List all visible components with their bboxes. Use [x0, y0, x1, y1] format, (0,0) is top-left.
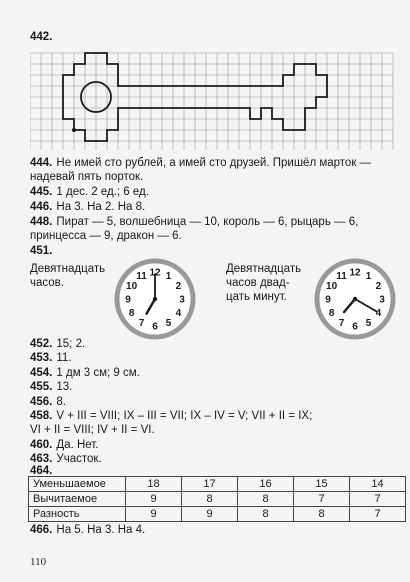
table-cell: 18 [126, 477, 182, 492]
problem-number: 463. [30, 453, 53, 465]
right-clock-caption [226, 262, 301, 304]
problem-number: 456. [30, 396, 53, 408]
table-row [29, 507, 406, 522]
clock-numeral: 8 [128, 308, 135, 319]
problem-number: 452. [30, 338, 53, 350]
table-cell: 8 [294, 507, 350, 522]
row-header: Уменьшаемое [29, 477, 126, 492]
clock-right [314, 258, 396, 340]
problem-text: надевай пять порток. [30, 171, 144, 183]
table-cell: 9 [126, 492, 182, 507]
problem-number: 453. [30, 352, 53, 364]
clock-numeral: 7 [338, 317, 345, 329]
key-drawing-grid [30, 44, 402, 155]
clock-numeral: 9 [325, 294, 331, 306]
table-cell: 15 [294, 477, 350, 492]
problem-number: 451. [30, 245, 53, 257]
clock-left [114, 258, 196, 340]
problem-number: 454. [30, 367, 53, 379]
problem-text: V + III = VIII; IX – III = VII; IX – IV = V; VII + II = IX; [56, 410, 313, 422]
clock-numeral: 8 [328, 308, 335, 319]
problem-text: 13. [56, 381, 73, 393]
table-cell: 9 [126, 507, 182, 522]
table-cell: 9 [182, 507, 238, 522]
clock-numeral: 5 [165, 317, 172, 329]
problem-text: Участок. [56, 453, 102, 465]
caption-line: Девятнадцать [226, 263, 302, 275]
clock-numeral: 1 [165, 271, 172, 283]
table-cell: 14 [350, 477, 406, 492]
problem-text: 11. [56, 352, 72, 364]
problem-number: 464. [30, 465, 53, 477]
problem-number: 446. [30, 201, 53, 213]
table-row [29, 477, 406, 492]
problem-448 [30, 215, 358, 229]
clock-numeral: 10 [126, 281, 138, 292]
problem-text: 15; 2. [56, 338, 86, 350]
problem-number: 458. [30, 410, 53, 422]
page-number: 110 [30, 556, 47, 568]
clock-numeral: 11 [136, 271, 147, 283]
problem-number: 466. [30, 524, 53, 536]
problem-453 [30, 351, 72, 365]
problem-444 [30, 156, 371, 170]
problem-number: 442. [30, 31, 53, 43]
table-cell: 7 [350, 507, 406, 522]
row-header: Вычитаемое [29, 492, 126, 507]
start-dot [72, 128, 76, 132]
table-cell: 7 [350, 492, 406, 507]
key-drawing [30, 44, 402, 150]
clock-numeral: 3 [179, 294, 185, 306]
problem-number: 448. [30, 216, 53, 228]
problem-number: 455. [30, 381, 53, 393]
problem-454 [30, 366, 140, 380]
row-header: Разность [29, 507, 126, 522]
clock-center [353, 297, 357, 301]
subtraction-table [28, 476, 406, 522]
problem-text: Не имей сто рублей, а имей сто друзей. Пришёл марток — [56, 157, 372, 169]
problem-text: VI + II = VIII; IV + II = VI. [30, 424, 155, 436]
problem-451 [30, 244, 56, 258]
problem-text: На 5. На 3. На 4. [56, 524, 146, 536]
problem-text: принцесса — 9, дракон — 6. [30, 230, 182, 242]
left-clock-caption [30, 262, 105, 290]
table-cell: 8 [182, 492, 238, 507]
caption-line: часов. [30, 277, 64, 289]
clock-numeral: 12 [149, 267, 161, 279]
table-row [29, 492, 406, 507]
table-cell: 7 [294, 492, 350, 507]
clock-numeral: 6 [352, 321, 358, 333]
table-cell: 8 [238, 507, 294, 522]
clock-numeral: 2 [375, 281, 382, 292]
clock-numeral: 4 [175, 308, 182, 319]
clock-numeral: 12 [349, 267, 361, 279]
problem-text: 1 дм 3 см; 9 см. [56, 367, 140, 379]
problem-460 [30, 438, 98, 452]
problem-448-line2 [30, 229, 182, 243]
clock-numeral: 5 [365, 317, 372, 329]
clock-numeral: 11 [336, 271, 347, 283]
clock-numeral: 2 [175, 281, 182, 292]
problem-text: 8. [56, 396, 66, 408]
clock-numeral: 10 [326, 281, 338, 292]
problem-number: 460. [30, 439, 53, 451]
clock-numeral: 9 [125, 294, 131, 306]
clock-numeral: 4 [375, 308, 382, 319]
caption-line: цать минут. [226, 291, 287, 303]
problem-455 [30, 380, 72, 394]
clock-numeral: 7 [138, 317, 145, 329]
problem-text: На 3. На 2. На 8. [56, 201, 146, 213]
clock-numeral: 1 [365, 271, 372, 283]
problem-445 [30, 185, 149, 199]
problem-text: 1 дес. 2 ед.; 6 ед. [56, 186, 149, 198]
problem-444-line2 [30, 170, 143, 184]
problem-text: Да. Нет. [56, 439, 99, 451]
clock-numeral: 6 [152, 321, 158, 333]
problem-452 [30, 337, 85, 351]
problem-458 [30, 409, 312, 423]
clock-center [153, 297, 157, 301]
caption-line: Девятнадцать [30, 263, 106, 275]
problem-number: 444. [30, 157, 53, 169]
problem-446 [30, 200, 145, 214]
problem-458-line2 [30, 423, 155, 437]
problem-442 [30, 30, 56, 44]
table-cell: 8 [238, 492, 294, 507]
problem-number: 445. [30, 186, 53, 198]
problem-text: Пират — 5, волшебница — 10, король — 6, рыцарь — 6, [56, 216, 359, 228]
problem-456 [30, 395, 66, 409]
caption-line: часов двад- [226, 277, 290, 289]
problem-466 [30, 523, 145, 537]
table-cell: 16 [238, 477, 294, 492]
clock-numeral: 3 [379, 294, 385, 306]
table-cell: 17 [182, 477, 238, 492]
